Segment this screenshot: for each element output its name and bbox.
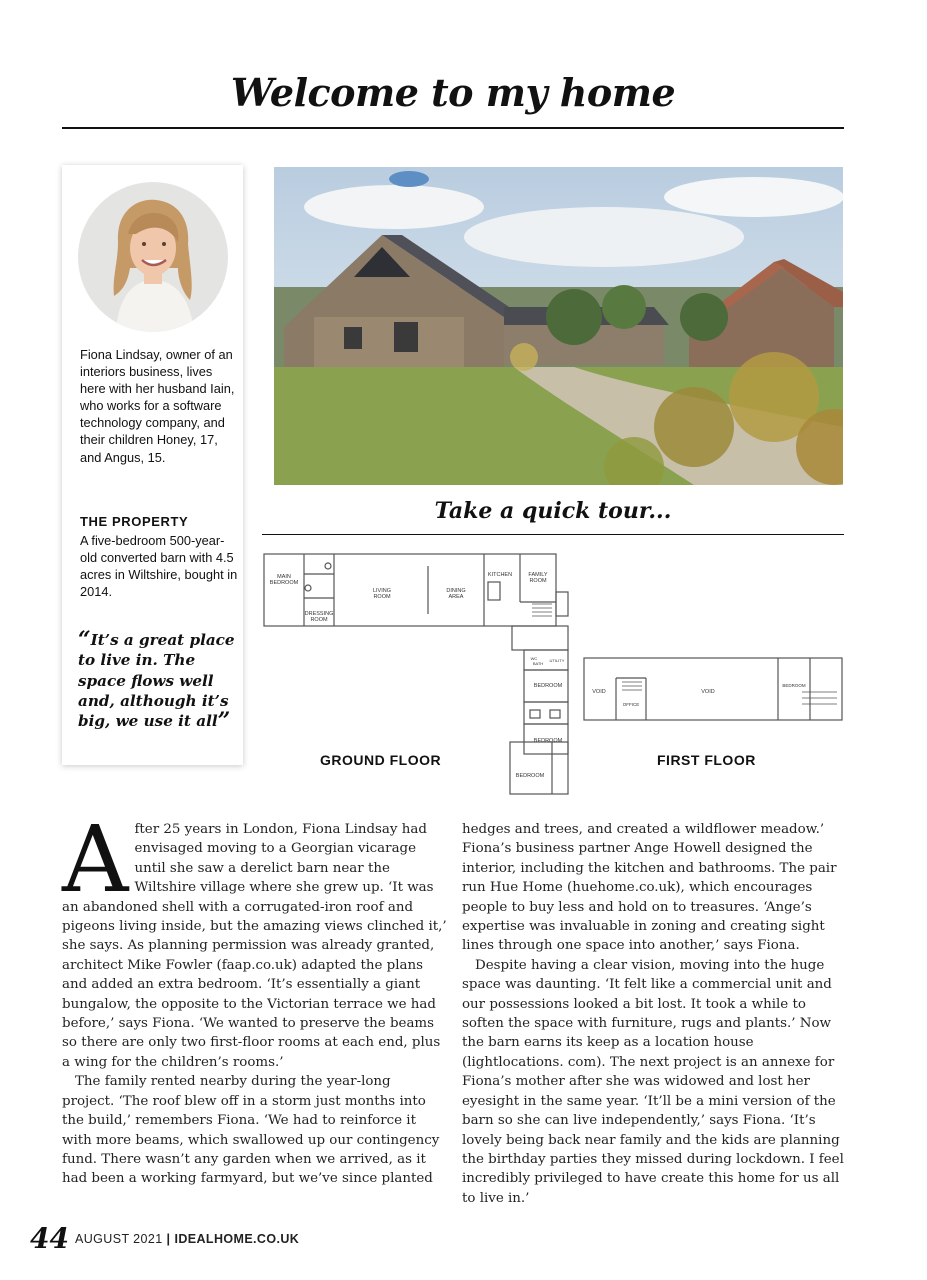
barn-illustration bbox=[274, 167, 843, 485]
room-label: VOID bbox=[592, 689, 606, 695]
tour-divider bbox=[262, 534, 844, 535]
footer-date: AUGUST 2021 bbox=[75, 1232, 163, 1246]
article-paragraph-1: fter 25 years in London, Fiona Lindsay had envisaged moving to a Georgian vicarage until she saw a derelict barn near the Wiltshire village where she grew up. ‘It was an abandoned shell with a corrugated-iron roof and pigeons living inside, but the amazing views clinched it,’ she says. As planning permission was already granted, architect Mike Fowler (faap.co.uk) adapted the plans and added an extra bedroom. ‘It’s essentially a giant bungalow, the opposite to the Victorian terrace we had before,’ says Fiona. ‘We wanted to preserve the beams so there are only two first-floor rooms at each end, plus a wing for the children’s rooms.’ bbox=[62, 822, 447, 1070]
portrait-illustration bbox=[78, 182, 228, 332]
room-label: MAIN bbox=[277, 574, 291, 580]
footer-folio bbox=[75, 1232, 299, 1246]
property-text: A five-bedroom 500-year-old converted barn with 4.5 acres in Wiltshire, bought in 2014. bbox=[80, 533, 238, 600]
portrait-photo bbox=[78, 182, 228, 332]
pull-quote-text: It’s a great place to live in. The space flows well and, although it’s big, we use it all bbox=[78, 631, 235, 731]
room-label: LIVING bbox=[372, 588, 392, 594]
open-quote-mark: “ bbox=[78, 627, 91, 653]
page-number: 44 bbox=[30, 1222, 69, 1255]
page-title: Welcome to my home bbox=[230, 70, 676, 115]
pull-quote bbox=[78, 627, 240, 735]
title-divider bbox=[62, 127, 844, 129]
article-paragraph-3: Despite having a clear vision, moving into the huge space was daunting. ‘It felt like a commercial unit and our possessions looked a bit lost. It took a while to soften the space with furniture, rugs and plants.’ Now the barn earns its keep as a location house (lightlocations. com). The next project is an annexe for Fiona’s mother after she was widowed and lost her eyesight in the same year. ‘It’ll be a mini version of the barn so she can live independently,’ says Fiona. ‘It’s lovely being back near family and the kids are planning the birthday parties they missed during lockdown. I feel incredibly privileged to have create this home for us all to live in.’ bbox=[462, 957, 844, 1206]
drop-cap: A bbox=[62, 806, 129, 913]
barn-photo bbox=[274, 167, 843, 485]
room-label: WC bbox=[530, 656, 538, 661]
footer-site: IDEALHOME.CO.UK bbox=[174, 1232, 300, 1246]
room-label: BEDROOM bbox=[533, 683, 563, 689]
room-label: BEDROOM bbox=[533, 738, 563, 744]
close-quote-mark: ” bbox=[217, 708, 231, 735]
property-heading: THE PROPERTY bbox=[80, 514, 189, 529]
room-label: KITCHEN bbox=[487, 572, 513, 578]
room-label: AREA bbox=[448, 594, 464, 600]
article-column-right bbox=[462, 820, 847, 1208]
room-label: VOID bbox=[701, 689, 715, 695]
article-paragraph-2-continued: hedges and trees, and created a wildflower meadow.’ Fiona’s business partner Ange Howell designed the interior, including the kitchen and bathrooms. The pair run Hue Home (huehome.co.uk), which encourages people to buy less and hold on to treasures. ‘Ange’s expertise was invaluable in zoning and creating sight lines through one space into another,’ says Fiona. bbox=[462, 822, 837, 954]
room-label: DRESSING bbox=[304, 611, 334, 617]
room-label: BATH bbox=[532, 661, 544, 666]
room-label: ROOM bbox=[373, 594, 391, 600]
room-label: OFFICE bbox=[622, 702, 640, 707]
room-label: UTILITY bbox=[549, 658, 565, 663]
bio-text: Fiona Lindsay, owner of an interiors business, lives here with her husband Iain, who works for a software technology company, and their children Honey, 17, and Angus, 15. bbox=[80, 347, 235, 465]
tour-heading: Take a quick tour... bbox=[434, 498, 672, 524]
first-floor-label: FIRST FLOOR bbox=[657, 752, 756, 768]
article-paragraph-2: The family rented nearby during the year-long project. ‘The roof blew off in a storm just months into the build,’ remembers Fiona. ‘We had to reinforce it with more beams, which swallowed up our contingency fund. There wasn’t any garden when we arrived, as it had been a working farmyard, but we’ve since planted bbox=[62, 1074, 440, 1187]
ground-floor-label: GROUND FLOOR bbox=[320, 752, 442, 768]
room-label: ROOM bbox=[310, 617, 328, 623]
room-label: BEDROOM bbox=[515, 773, 545, 779]
article-column-left bbox=[62, 806, 447, 1189]
room-label: DINING bbox=[446, 588, 466, 594]
room-label: BEDROOM bbox=[269, 580, 299, 586]
room-label: FAMILY bbox=[528, 572, 548, 578]
room-labels bbox=[270, 572, 806, 779]
footer-separator: | bbox=[166, 1232, 171, 1246]
room-label: BEDROOM bbox=[782, 683, 806, 688]
room-label: ROOM bbox=[529, 578, 547, 584]
